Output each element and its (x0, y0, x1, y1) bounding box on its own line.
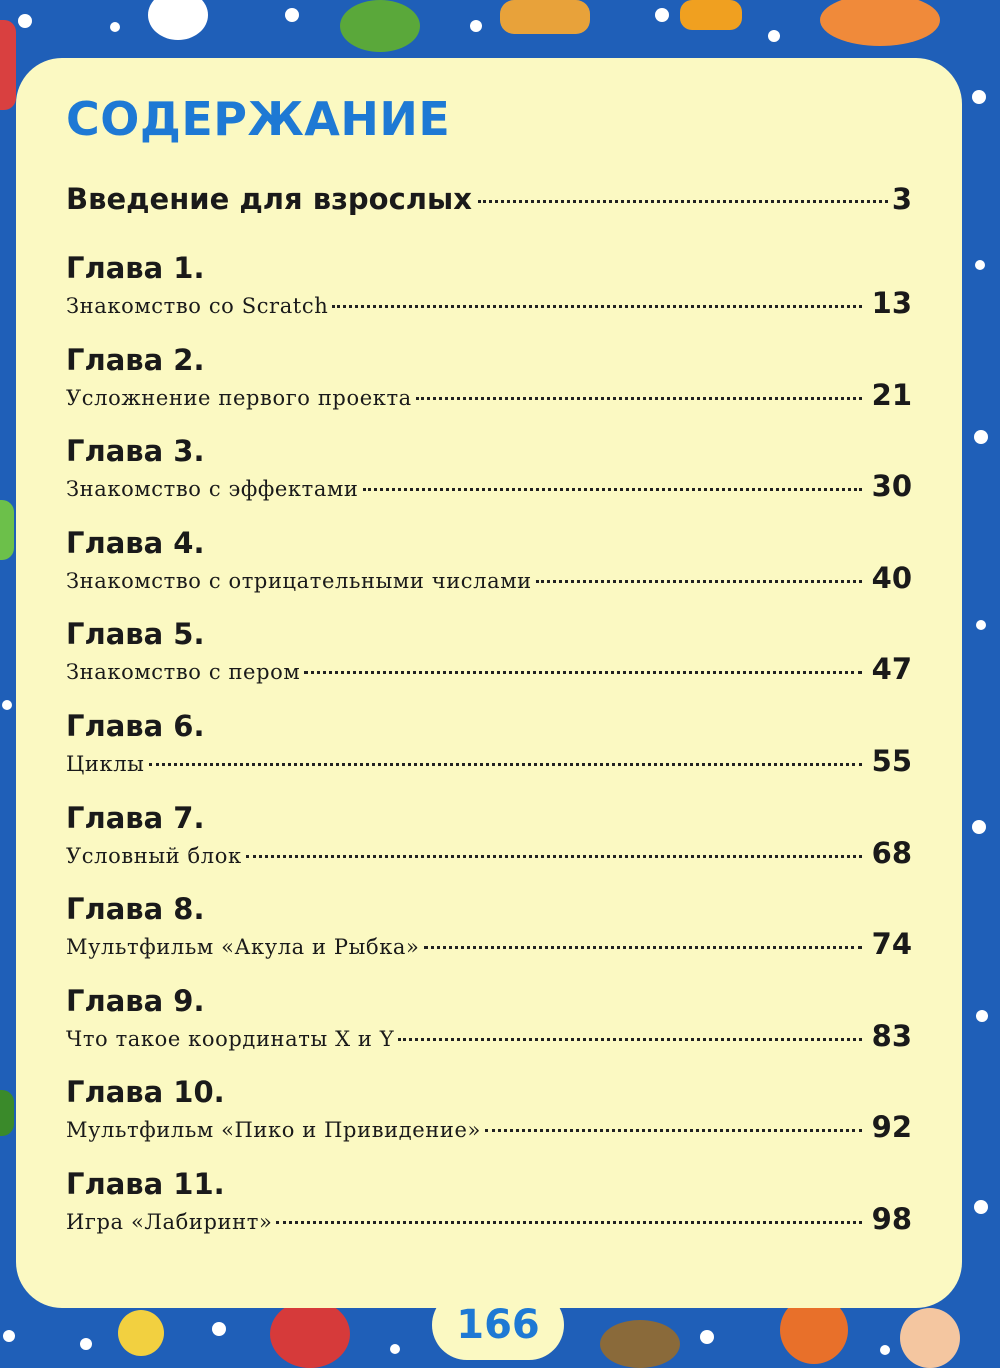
toc-chapter-entry[interactable] (66, 983, 912, 1075)
dot-leader (149, 763, 863, 766)
toc-chapter-entry[interactable] (66, 616, 912, 708)
chapter-page-number: 40 (871, 560, 912, 595)
dot-leader (276, 1221, 862, 1224)
chapter-page-number: 92 (871, 1110, 912, 1145)
decor-dot (975, 260, 985, 270)
chapter-label: Глава 5. (66, 617, 205, 652)
chapter-page-number: 74 (871, 927, 912, 962)
fox-sticker-icon (820, 0, 940, 46)
chapter-label: Глава 1. (66, 251, 205, 285)
butterfly-sticker-icon (680, 0, 742, 30)
chapter-label: Глава 3. (66, 434, 205, 469)
page-number: 166 (456, 1302, 540, 1348)
chapter-name: Знакомство с эффектами (66, 477, 359, 502)
decor-dot (2, 700, 12, 710)
chapter-page-number: 30 (871, 469, 912, 504)
chapter-name: Игра «Лабиринт» (66, 1209, 273, 1234)
toc-chapter-entry[interactable] (66, 433, 912, 525)
chapter-page-number: 83 (871, 1018, 912, 1053)
chapter-label: Глава 6. (66, 708, 205, 743)
chapter-name: Мультфильм «Акула и Рыбка» (66, 935, 420, 960)
chapter-label: Глава 10. (66, 1075, 225, 1110)
hedgehog-sticker-icon (600, 1320, 680, 1368)
decor-dot (700, 1330, 714, 1344)
chapter-label: Глава 9. (66, 983, 205, 1018)
chapter-page-number: 13 (871, 286, 912, 320)
decor-dot (880, 1345, 890, 1355)
decor-dot (390, 1344, 400, 1354)
toc-chapter-entry[interactable] (66, 342, 912, 434)
toc-intro-entry[interactable] (66, 182, 912, 216)
decor-dot (768, 30, 780, 42)
dot-leader (363, 488, 862, 491)
intro-label: Введение для взрослых (66, 182, 472, 216)
decor-dot (285, 8, 299, 22)
decor-dot (655, 8, 669, 22)
decor-dot (974, 430, 988, 444)
robot-sticker-icon (270, 1300, 350, 1368)
dot-leader (332, 305, 862, 308)
decor-dot (3, 1330, 15, 1342)
goose-sticker-icon (148, 0, 208, 40)
dot-leader (536, 580, 862, 583)
decor-dot (976, 620, 986, 630)
toc-chapter-entry[interactable] (66, 891, 912, 983)
dot-leader (398, 1038, 862, 1041)
decor-dot (18, 14, 32, 28)
decor-dot (972, 820, 986, 834)
chapter-name: Знакомство со Scratch (66, 294, 329, 318)
toc-chapter-entry[interactable] (66, 1166, 912, 1258)
decor-dot (80, 1338, 92, 1350)
decor-dot (212, 1322, 226, 1336)
dot-leader (424, 946, 863, 949)
intro-page-number: 3 (891, 182, 912, 216)
chapter-name: Что такое координаты X и Y (66, 1026, 395, 1051)
chapter-label: Глава 11. (66, 1166, 225, 1201)
decor-dot (110, 22, 120, 32)
chapter-page-number: 21 (871, 377, 912, 412)
turtle-sticker-icon (0, 1090, 14, 1136)
toc-chapter-entry[interactable] (66, 250, 912, 342)
chapter-label: Глава 7. (66, 800, 205, 835)
toc-chapter-entry[interactable] (66, 800, 912, 892)
chapter-name: Мультфильм «Пико и Привидение» (66, 1118, 481, 1143)
turtle-sticker-icon (340, 0, 420, 52)
ribbon-sticker-icon (0, 20, 16, 110)
dot-leader (416, 397, 862, 400)
chapter-page-number: 68 (871, 835, 912, 870)
chapter-name: Усложнение первого проекта (66, 385, 412, 410)
dot-leader (485, 1129, 862, 1132)
chapter-name: Знакомство с отрицательными числами (66, 568, 532, 593)
duck-sticker-icon (118, 1310, 164, 1356)
page-title: СОДЕРЖАНИЕ (66, 92, 451, 146)
decor-dot (974, 1200, 988, 1214)
decor-dot (470, 20, 482, 32)
decor-dot (976, 1010, 988, 1022)
chapter-name: Условный блок (66, 843, 242, 868)
dot-leader (478, 200, 888, 203)
dot-leader (246, 855, 862, 858)
leaf-sticker-icon (0, 500, 14, 560)
chapter-name: Знакомство с пером (66, 660, 301, 685)
chapter-label: Глава 4. (66, 525, 205, 560)
toc-chapter-entry[interactable] (66, 708, 912, 800)
chapter-label: Глава 8. (66, 892, 205, 927)
chapter-list (66, 250, 912, 1258)
chapter-page-number: 98 (871, 1201, 912, 1236)
toc-chapter-entry[interactable] (66, 1074, 912, 1166)
chapter-page-number: 55 (871, 743, 912, 778)
decor-dot (972, 90, 986, 104)
page-number-badge (432, 1290, 564, 1360)
girl-sticker-icon (900, 1308, 960, 1368)
kid-sticker-icon (500, 0, 590, 34)
toc-chapter-entry[interactable] (66, 525, 912, 617)
chapter-label: Глава 2. (66, 342, 205, 377)
chapter-name: Циклы (66, 751, 145, 776)
dot-leader (304, 671, 862, 674)
chapter-page-number: 47 (871, 652, 912, 687)
